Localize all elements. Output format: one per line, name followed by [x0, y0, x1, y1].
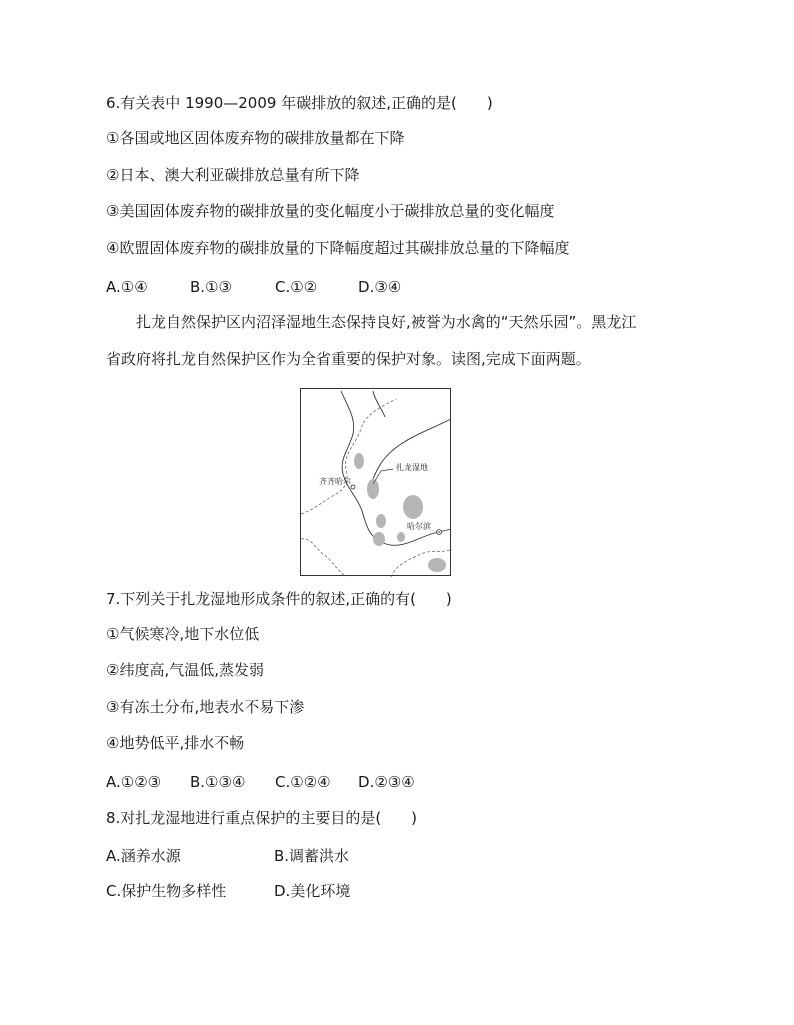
harbin-city-marker-dot: [438, 531, 440, 533]
qiqihar-city-marker: [351, 485, 355, 489]
tributary-line-2: [373, 391, 385, 417]
question-6-item-3: ③美国固体废弃物的碳排放量的变化幅度小于碳排放总量的变化幅度: [106, 202, 555, 220]
question-7-choice-a[interactable]: A.①②③: [106, 773, 162, 791]
question-6-choice-d[interactable]: D.③④: [358, 278, 402, 296]
question-6-item-1: ①各国或地区固体废弃物的碳排放量都在下降: [106, 129, 405, 147]
question-8-choice-b[interactable]: B.调蓄洪水: [274, 847, 350, 865]
map-label-zhalong: 扎龙湿地: [396, 463, 428, 472]
question-6-stem: 6.有关表中 1990—2009 年碳排放的叙述,正确的是( ): [106, 94, 493, 112]
question-6-choice-b[interactable]: B.①③: [190, 278, 232, 296]
question-6-item-2: ②日本、澳大利亚碳排放总量有所下降: [106, 166, 360, 184]
question-6-choice-c[interactable]: C.①②: [275, 278, 318, 296]
question-8-choice-c[interactable]: C.保护生物多样性: [106, 882, 227, 900]
wetland-shape-2: [403, 495, 423, 519]
question-7-choice-d[interactable]: D.②③④: [358, 773, 415, 791]
question-6-item-4: ④欧盟固体废弃物的碳排放量的下降幅度超过其碳排放总量的下降幅度: [106, 239, 570, 257]
wetland-shape-3: [376, 514, 386, 528]
question-7-item-4: ④地势低平,排水不畅: [106, 734, 245, 752]
wetland-shape-6: [428, 558, 446, 572]
passage-line-1: 扎龙自然保护区内沼泽湿地生态保持良好,被誉为水禽的“天然乐园”。黑龙江: [136, 313, 637, 331]
question-7-item-2: ②纬度高,气温低,蒸发弱: [106, 661, 264, 679]
wetland-shape-4: [373, 532, 385, 546]
question-7-item-3: ③有冻土分布,地表水不易下渗: [106, 698, 305, 716]
question-7-item-1: ①气候寒冷,地下水位低: [106, 625, 260, 643]
zhalong-wetland-shape: [367, 479, 379, 499]
question-7-choice-c[interactable]: C.①②④: [275, 773, 331, 791]
question-8-stem: 8.对扎龙湿地进行重点保护的主要目的是( ): [106, 809, 418, 827]
question-7-stem: 7.下列关于扎龙湿地形成条件的叙述,正确的有( ): [106, 590, 452, 608]
boundary-line: [301, 399, 396, 514]
question-8-choice-d[interactable]: D.美化环境: [274, 882, 351, 900]
question-6-choice-a[interactable]: A.①④: [106, 278, 148, 296]
boundary-line-2: [301, 539, 346, 577]
question-7-choice-b[interactable]: B.①③④: [190, 773, 246, 791]
map-label-qiqihar: 齐齐哈尔: [319, 477, 351, 486]
zhalong-map-figure: [300, 388, 451, 576]
wetland-shape: [354, 453, 364, 469]
wetland-shape-5: [397, 532, 405, 542]
question-8-choice-a[interactable]: A.涵养水源: [106, 847, 181, 865]
map-label-harbin: 哈尔滨: [407, 522, 431, 531]
passage-line-2: 省政府将扎龙自然保护区作为全省重要的保护对象。读图,完成下面两题。: [106, 350, 591, 368]
